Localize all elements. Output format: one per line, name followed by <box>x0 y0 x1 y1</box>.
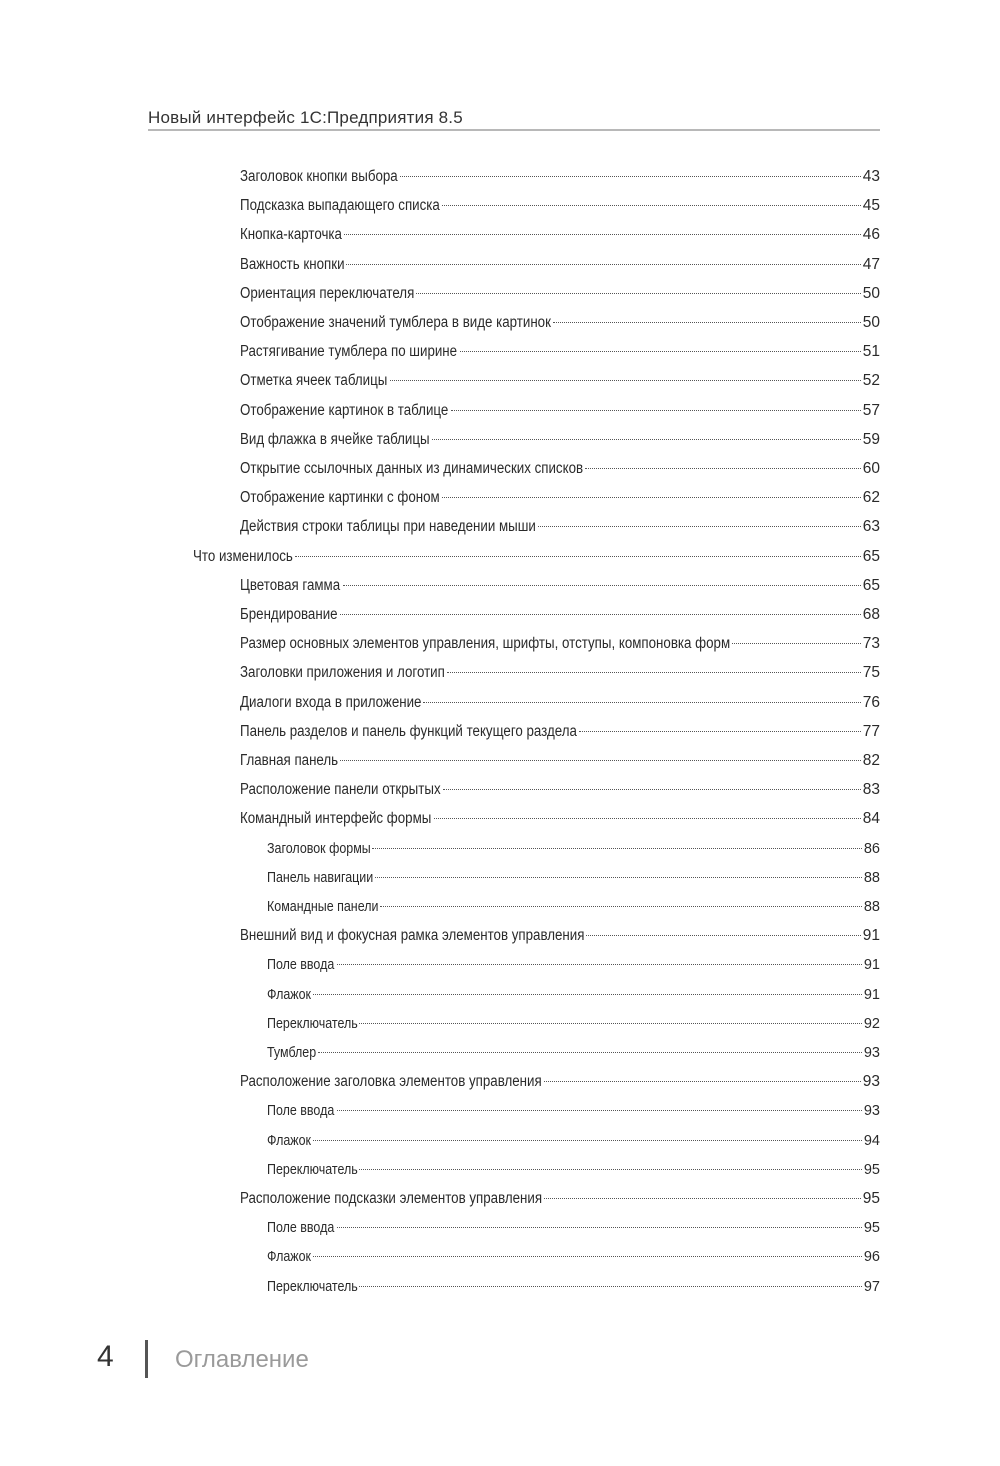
toc-leader-dots <box>313 1140 862 1141</box>
toc-entry-title: Поле ввода <box>267 957 335 974</box>
toc-entry-page: 97 <box>863 1278 880 1295</box>
toc-leader-dots <box>337 1110 862 1111</box>
toc-entry-page: 60 <box>862 460 880 477</box>
toc-entry-title: Расположение панели открытых <box>240 781 441 799</box>
toc-leader-dots <box>447 672 861 673</box>
toc-leader-dots <box>337 1227 862 1228</box>
toc-entry-page: 83 <box>862 781 880 799</box>
toc-entry <box>267 1246 880 1268</box>
toc-entry <box>240 341 880 363</box>
toc-leader-dots <box>460 351 861 352</box>
toc-entry-page: 46 <box>862 226 880 244</box>
page-number: 4 <box>97 1340 114 1373</box>
toc-entry-page: 84 <box>862 810 880 828</box>
toc-entry-page: 65 <box>862 576 880 594</box>
toc-leader-dots <box>553 322 861 323</box>
toc-entry <box>240 224 880 246</box>
toc-entry <box>240 166 880 188</box>
toc-leader-dots <box>344 234 861 235</box>
toc-entry-title: Поле ввода <box>267 1103 335 1120</box>
toc-entry <box>240 925 880 947</box>
toc-entry-title: Отметка ячеек таблицы <box>240 372 388 390</box>
toc-entry-title: Кнопка-карточка <box>240 226 342 244</box>
toc-leader-dots <box>732 643 861 644</box>
toc-entry <box>240 312 880 334</box>
toc-entry-title: Растягивание тумблера по ширине <box>240 343 458 361</box>
toc-entry <box>267 896 880 918</box>
toc-entry-page: 93 <box>862 1073 880 1091</box>
toc-entry <box>240 750 880 772</box>
toc-entry-title: Отображение картинки с фоном <box>240 489 440 507</box>
toc-entry-page: 75 <box>862 664 880 682</box>
toc-leader-dots <box>544 1198 860 1199</box>
toc-entry-title: Флажок <box>267 1132 312 1149</box>
toc-entry-page: 94 <box>863 1132 880 1149</box>
toc-leader-dots <box>295 556 861 557</box>
footer-divider <box>145 1340 148 1378</box>
toc-entry <box>240 692 880 714</box>
toc-entry-title: Подсказка выпадающего списка <box>240 197 440 215</box>
toc-entry-title: Поле ввода <box>267 1220 335 1237</box>
toc-leader-dots <box>432 439 861 440</box>
toc-entry-page: 92 <box>863 1015 880 1032</box>
footer-section-label: Оглавление <box>175 1346 309 1373</box>
toc-entry <box>267 1042 880 1064</box>
toc-entry <box>240 1071 880 1093</box>
toc-entry-page: 43 <box>862 168 880 185</box>
toc-leader-dots <box>451 410 861 411</box>
toc-entry-page: 57 <box>862 401 880 419</box>
toc-entry-page: 96 <box>863 1249 880 1266</box>
toc-leader-dots <box>340 614 861 615</box>
toc-entry-title: Размер основных элементов управления, шрифты, отступы, компоновка форм <box>240 635 731 653</box>
toc-leader-dots <box>585 468 861 469</box>
toc-entry-page: 88 <box>863 869 880 886</box>
toc-entry-page: 82 <box>862 752 880 769</box>
toc-leader-dots <box>442 497 861 498</box>
toc-entry-title: Цветовая гамма <box>240 576 341 594</box>
toc-leader-dots <box>372 848 861 849</box>
toc-entry-page: 86 <box>863 840 880 857</box>
toc-entry <box>267 1013 880 1035</box>
toc-entry <box>240 370 880 392</box>
toc-entry-title: Тумблер <box>267 1045 317 1061</box>
toc-entry-title: Отображение значений тумблера в виде картинок <box>240 314 551 331</box>
toc-entry <box>267 867 880 889</box>
toc-entry-page: 95 <box>862 1190 880 1207</box>
toc-entry-page: 73 <box>862 635 880 653</box>
toc-entry <box>267 1217 880 1239</box>
toc-entry-title: Заголовки приложения и логотип <box>240 664 445 682</box>
toc-entry-title: Действия строки таблицы при наведении мыши <box>240 518 536 536</box>
toc-entry-title: Переключатель <box>267 1278 358 1295</box>
toc-leader-dots <box>380 906 862 907</box>
toc-entry-page: 65 <box>862 547 880 565</box>
toc-entry-title: Главная панель <box>240 752 339 769</box>
toc-leader-dots <box>400 176 861 177</box>
toc-entry <box>240 400 880 422</box>
toc-entry <box>240 516 880 538</box>
toc-entry <box>267 954 880 976</box>
toc-entry-title: Командный интерфейс формы <box>240 810 432 828</box>
toc-entry-title: Расположение подсказки элементов управления <box>240 1190 543 1207</box>
toc-entry-title: Флажок <box>267 986 312 1003</box>
running-header: Новый интерфейс 1С:Предприятия 8.5 <box>148 108 463 127</box>
toc-entry-page: 63 <box>862 518 880 536</box>
toc-entry <box>267 838 880 860</box>
toc-entry <box>240 779 880 801</box>
toc-entry-page: 88 <box>863 899 880 915</box>
toc-entry-page: 76 <box>862 693 880 711</box>
toc-leader-dots <box>416 293 861 294</box>
toc-entry <box>267 1276 880 1298</box>
toc-entry <box>240 254 880 276</box>
toc-entry-title: Открытие ссылочных данных из динамических списков <box>240 460 584 477</box>
toc-leader-dots <box>313 1256 862 1257</box>
toc-entry-page: 47 <box>862 255 880 273</box>
toc-entry-page: 52 <box>862 372 880 390</box>
toc-entry-page: 91 <box>862 927 880 945</box>
toc-leader-dots <box>544 1081 861 1082</box>
toc-entry-title: Брендирование <box>240 606 338 623</box>
toc-entry-page: 59 <box>862 430 880 448</box>
toc-leader-dots <box>423 702 860 703</box>
toc-entry <box>240 604 880 626</box>
toc-entry-page: 50 <box>862 284 880 302</box>
toc-entry-title: Важность кнопки <box>240 255 345 273</box>
toc-leader-dots <box>579 731 861 732</box>
toc-entry-page: 95 <box>863 1220 880 1237</box>
toc-entry-title: Флажок <box>267 1249 312 1266</box>
toc-entry-title: Заголовок кнопки выбора <box>240 168 398 185</box>
toc-entry-title: Диалоги входа в приложение <box>240 693 422 711</box>
toc-entry-page: 45 <box>862 197 880 215</box>
toc-leader-dots <box>390 380 861 381</box>
toc-entry <box>193 546 880 568</box>
toc-entry <box>240 721 880 743</box>
toc-entry-title: Ориентация переключателя <box>240 284 415 302</box>
toc-entry <box>240 283 880 305</box>
toc-leader-dots <box>538 526 861 527</box>
toc-entry-title: Заголовок формы <box>267 840 371 857</box>
toc-leader-dots <box>313 994 862 995</box>
toc-leader-dots <box>346 264 861 265</box>
toc-entry-page: 68 <box>862 606 880 623</box>
toc-leader-dots <box>443 789 861 790</box>
toc-entry <box>267 1159 880 1181</box>
toc-entry-page: 95 <box>863 1161 880 1178</box>
toc-entry <box>240 633 880 655</box>
toc-entry <box>240 1188 880 1210</box>
toc-entry-title: Переключатель <box>267 1015 358 1032</box>
toc-leader-dots <box>337 964 862 965</box>
toc-leader-dots <box>434 818 861 819</box>
toc-entry-title: Панель разделов и панель функций текущего раздела <box>240 722 577 740</box>
toc-entry-title: Вид флажка в ячейке таблицы <box>240 430 430 448</box>
toc-entry <box>240 808 880 830</box>
toc-leader-dots <box>442 205 861 206</box>
toc-entry-page: 93 <box>863 1103 880 1120</box>
toc-entry <box>240 487 880 509</box>
toc-entry-page: 91 <box>863 957 880 974</box>
toc-leader-dots <box>343 585 861 586</box>
toc-entry-title: Панель навигации <box>267 869 374 886</box>
toc-entry-title: Внешний вид и фокусная рамка элементов управления <box>240 927 585 945</box>
toc-entry <box>240 429 880 451</box>
toc-entry-page: 50 <box>862 314 880 331</box>
toc-entry-page: 51 <box>862 343 880 361</box>
toc-entry-page: 77 <box>862 722 880 740</box>
toc-leader-dots <box>340 760 861 761</box>
toc-entry-title: Переключатель <box>267 1161 358 1178</box>
toc-leader-dots <box>359 1286 862 1287</box>
toc-entry-page: 62 <box>862 489 880 507</box>
toc-leader-dots <box>359 1169 862 1170</box>
toc-leader-dots <box>318 1052 861 1053</box>
toc-entry <box>267 1100 880 1122</box>
toc-leader-dots <box>375 877 862 878</box>
toc-entry-title: Отображение картинок в таблице <box>240 401 449 419</box>
toc-entry <box>240 662 880 684</box>
toc-entry-page: 93 <box>863 1045 880 1061</box>
toc-entry <box>240 195 880 217</box>
toc-entry <box>267 984 880 1006</box>
toc-entry-title: Командные панели <box>267 899 379 915</box>
toc-entry-page: 91 <box>863 986 880 1003</box>
header-rule <box>148 129 880 131</box>
toc-leader-dots <box>586 935 861 936</box>
toc-entry <box>267 1130 880 1152</box>
toc-entry-title: Расположение заголовка элементов управления <box>240 1073 542 1091</box>
toc-entry <box>240 575 880 597</box>
toc-entry-title: Что изменилось <box>193 547 293 565</box>
toc-entry <box>240 458 880 480</box>
toc-leader-dots <box>359 1023 862 1024</box>
